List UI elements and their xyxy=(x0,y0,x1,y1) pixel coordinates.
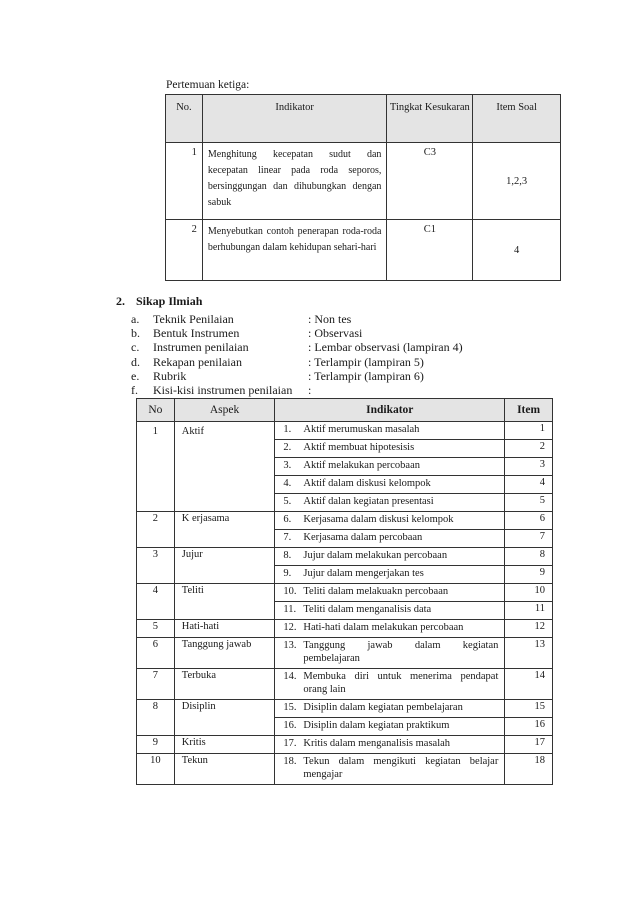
item-number: 3 xyxy=(505,458,553,476)
indicator-text: Kritis dalam menganalisis masalah xyxy=(303,738,451,749)
list-item xyxy=(131,369,463,383)
indicator-text: Aktif merumuskan masalah xyxy=(303,424,420,435)
aspect-name: Teliti xyxy=(174,584,275,620)
header-indikator: Indikator xyxy=(202,95,387,143)
header-indikator: Indikator xyxy=(275,399,505,422)
indicator-number: 12. xyxy=(283,622,297,633)
aspect-no: 8 xyxy=(137,700,175,736)
meeting-caption: Pertemuan ketiga: xyxy=(166,79,250,91)
indicator-cell xyxy=(275,754,505,785)
aspect-name: Aktif xyxy=(174,422,275,512)
list-value: : Terlampir (lampiran 6) xyxy=(308,368,424,383)
item-number: 9 xyxy=(505,566,553,584)
indicator-number: 4. xyxy=(283,478,292,489)
aspect-no: 10 xyxy=(137,754,175,785)
item-number: 6 xyxy=(505,512,553,530)
table-row xyxy=(137,584,553,602)
item-number: 8 xyxy=(505,548,553,566)
table-header-row xyxy=(166,95,561,143)
indicator-text: Kerjasama dalam diskusi kelompok xyxy=(303,514,454,525)
section-title: Sikap Ilmiah xyxy=(136,294,203,308)
indicator-text: Tanggung jawab dalam kegiatan pembelajaran xyxy=(303,640,499,664)
item-number: 2 xyxy=(505,440,553,458)
aspect-no: 2 xyxy=(137,512,175,548)
indicator-text: Teliti dalam menganalisis data xyxy=(303,604,432,615)
aspect-name: Disiplin xyxy=(174,700,275,736)
list-item xyxy=(131,383,463,397)
indicator-cell xyxy=(275,620,505,638)
section-number: 2. xyxy=(116,294,125,308)
header-no: No xyxy=(137,399,175,422)
item-number: 11 xyxy=(505,602,553,620)
item-number: 14 xyxy=(505,669,553,700)
list-label: Bentuk Instrumen xyxy=(153,326,240,341)
list-letter: b. xyxy=(131,326,140,341)
item-number: 10 xyxy=(505,584,553,602)
aspect-name: Jujur xyxy=(174,548,275,584)
aspect-no: 9 xyxy=(137,736,175,754)
list-item xyxy=(131,326,463,340)
item-number: 4 xyxy=(505,476,553,494)
row-indikator: Menghitung kecepatan sudut dan kecepatan linear pada roda seporos, bersinggungan dan dihubungkan dengan sabuk xyxy=(202,143,387,220)
header-item-soal: Item Soal xyxy=(473,95,561,143)
indicator-text: Kerjasama dalam percobaan xyxy=(303,532,423,543)
indicator-cell xyxy=(275,700,505,718)
list-item xyxy=(131,355,463,369)
row-item: 4 xyxy=(473,220,561,281)
table-header-row xyxy=(137,399,553,422)
indicator-number: 8. xyxy=(283,550,292,561)
table-row xyxy=(137,512,553,530)
table-row xyxy=(137,700,553,718)
indicator-number: 13. xyxy=(283,640,297,651)
aspect-name: Tekun xyxy=(174,754,275,785)
indicator-number: 18. xyxy=(283,756,297,767)
row-item: 1,2,3 xyxy=(473,143,561,220)
indicator-cell xyxy=(275,718,505,736)
item-number: 17 xyxy=(505,736,553,754)
list-letter: a. xyxy=(131,312,140,326)
row-tingkat: C3 xyxy=(387,143,473,220)
indicator-number: 1. xyxy=(283,424,292,435)
indicator-number: 2. xyxy=(283,442,292,453)
list-value: : Observasi xyxy=(308,326,363,341)
indicator-text: Membuka diri untuk menerima pendapat orang lain xyxy=(303,671,499,695)
item-number: 12 xyxy=(505,620,553,638)
indicator-number: 6. xyxy=(283,514,292,525)
indicator-number: 10. xyxy=(283,586,297,597)
table-row xyxy=(137,422,553,440)
item-number: 16 xyxy=(505,718,553,736)
list-label: Teknik Penilaian xyxy=(153,312,234,326)
row-indikator: Menyebutkan contoh penerapan roda-roda berhubungan dalam kehidupan sehari-hari xyxy=(202,220,387,281)
indicator-number: 7. xyxy=(283,532,292,543)
indicator-text: Jujur dalam melakukan percobaan xyxy=(303,550,448,561)
indicator-number: 15. xyxy=(283,702,297,713)
list-letter: e. xyxy=(131,368,140,383)
table-row xyxy=(137,669,553,700)
list-letter: c. xyxy=(131,340,140,355)
aspect-name: Hati-hati xyxy=(174,620,275,638)
indicator-cell xyxy=(275,602,505,620)
list-value: : Non tes xyxy=(308,312,352,326)
indicator-text: Teliti dalam melakuakn percobaan xyxy=(303,586,449,597)
indicator-cell xyxy=(275,422,505,440)
list-value: : Lembar observasi (lampiran 4) xyxy=(308,340,463,355)
aspect-no: 1 xyxy=(137,422,175,512)
row-no: 2 xyxy=(166,220,203,281)
item-number: 1 xyxy=(505,422,553,440)
row-tingkat: C1 xyxy=(387,220,473,281)
list-value: : xyxy=(308,382,312,397)
item-number: 5 xyxy=(505,494,553,512)
indicator-number: 9. xyxy=(283,568,292,579)
indicator-number: 16. xyxy=(283,720,297,731)
indicator-cell xyxy=(275,584,505,602)
header-item: Item xyxy=(505,399,553,422)
indicator-cell xyxy=(275,476,505,494)
list-label: Instrumen penilaian xyxy=(153,340,249,355)
indicator-text: Tekun dalam mengikuti kegiatan belajar mengajar xyxy=(303,756,499,780)
indicator-number: 14. xyxy=(283,671,297,682)
indicator-cell xyxy=(275,494,505,512)
indicator-text: Aktif dalan kegiatan presentasi xyxy=(303,496,434,507)
indicator-cell xyxy=(275,440,505,458)
list-item xyxy=(131,312,463,326)
list-item xyxy=(131,340,463,354)
aspect-name: Tanggung jawab xyxy=(174,638,275,669)
indicator-cell xyxy=(275,530,505,548)
indicator-number: 5. xyxy=(283,496,292,507)
header-tingkat: Tingkat Kesukaran xyxy=(387,95,473,143)
table-row xyxy=(137,548,553,566)
item-number: 7 xyxy=(505,530,553,548)
table-row xyxy=(166,143,561,220)
header-aspek: Aspek xyxy=(174,399,275,422)
kisi-kisi-table xyxy=(136,398,553,785)
indicator-text: Aktif melakukan percobaan xyxy=(303,460,420,471)
indicator-cell xyxy=(275,638,505,669)
aspect-name: K erjasama xyxy=(174,512,275,548)
section-heading xyxy=(116,294,202,309)
meeting-indicator-table xyxy=(165,94,561,281)
table-row xyxy=(137,754,553,785)
table-row xyxy=(137,620,553,638)
indicator-text: Hati-hati dalam melakukan percobaan xyxy=(303,622,464,633)
indicator-number: 11. xyxy=(283,604,297,615)
row-no: 1 xyxy=(166,143,203,220)
indicator-text: Aktif membuat hipotesisis xyxy=(303,442,415,453)
table-row xyxy=(137,638,553,669)
indicator-cell xyxy=(275,512,505,530)
list-label: Rekapan penilaian xyxy=(153,354,242,369)
list-letter: d. xyxy=(131,354,140,369)
indicator-cell xyxy=(275,736,505,754)
table-row xyxy=(166,220,561,281)
header-no: No. xyxy=(166,95,203,143)
aspect-no: 3 xyxy=(137,548,175,584)
indicator-cell xyxy=(275,566,505,584)
item-number: 18 xyxy=(505,754,553,785)
aspect-name: Kritis xyxy=(174,736,275,754)
assessment-list xyxy=(131,312,463,397)
indicator-text: Disiplin dalam kegiatan praktikum xyxy=(303,720,450,731)
indicator-text: Jujur dalam mengerjakan tes xyxy=(303,568,424,579)
indicator-number: 3. xyxy=(283,460,292,471)
table-row xyxy=(137,736,553,754)
aspect-no: 4 xyxy=(137,584,175,620)
indicator-cell xyxy=(275,458,505,476)
item-number: 13 xyxy=(505,638,553,669)
indicator-text: Aktif dalam diskusi kelompok xyxy=(303,478,431,489)
list-value: : Terlampir (lampiran 5) xyxy=(308,354,424,369)
indicator-text: Disiplin dalam kegiatan pembelajaran xyxy=(303,702,463,713)
aspect-no: 5 xyxy=(137,620,175,638)
list-letter: f. xyxy=(131,382,138,397)
aspect-no: 6 xyxy=(137,638,175,669)
indicator-cell xyxy=(275,669,505,700)
indicator-number: 17. xyxy=(283,738,297,749)
indicator-cell xyxy=(275,548,505,566)
aspect-name: Terbuka xyxy=(174,669,275,700)
list-label: Kisi-kisi instrumen penilaian xyxy=(153,382,293,397)
list-label: Rubrik xyxy=(153,368,187,383)
item-number: 15 xyxy=(505,700,553,718)
aspect-no: 7 xyxy=(137,669,175,700)
